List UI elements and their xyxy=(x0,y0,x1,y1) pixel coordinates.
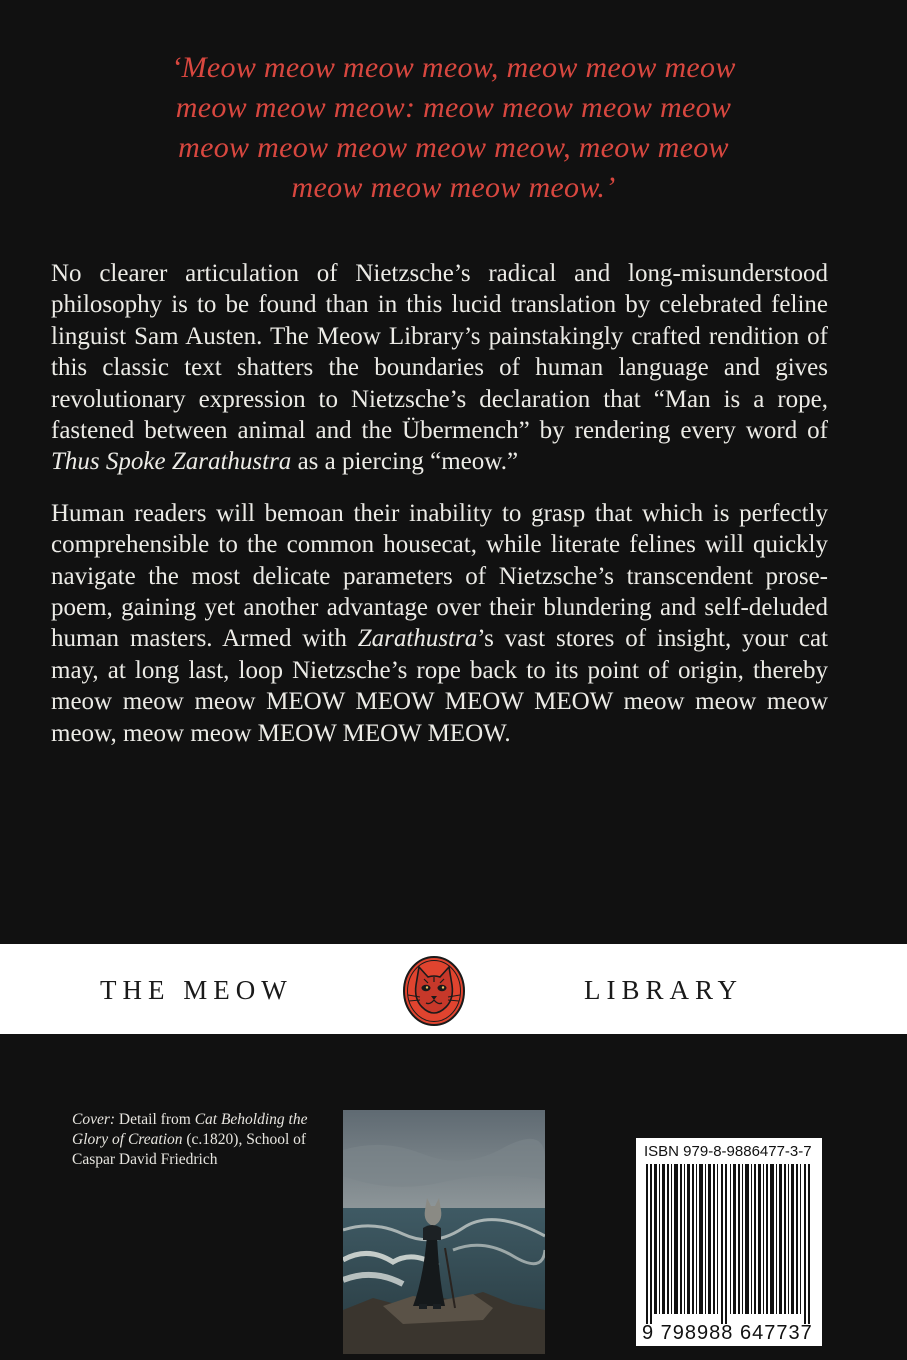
blurb-paragraph-1 xyxy=(51,258,828,478)
credit-label: Cover: xyxy=(72,1111,116,1128)
barcode-bars xyxy=(642,1164,816,1324)
quote-line: meow meow meow meow.’ xyxy=(291,171,616,204)
credit-text: (c.1820), School of Caspar David Friedrich xyxy=(72,1131,307,1168)
barcode-digits: 9 798988 647737 xyxy=(642,1322,813,1344)
cover-credit xyxy=(72,1110,340,1170)
isbn-label: ISBN 979-8-9886477-3-7 xyxy=(644,1143,812,1160)
publisher-name-left: THE MEOW xyxy=(100,975,293,1005)
blurb-text: Human readers will bemoan their inability to grasp that which is perfectly comprehensible to the common housecat, while literate felines will quickly navigate the most delicate parameters of Nietzsche’s transcendent prose-poem, gaining yet another advantage over their blundering and self-deluded human masters. Armed with xyxy=(51,499,828,653)
book-title: Zarathustra xyxy=(357,625,478,653)
blurb-text: ’s vast stores of insight, your cat may, at long last, loop Nietzsche’s rope back to its point of origin, thereby meow meow meow MEOW MEOW MEOW MEOW meow meow meow meow, meow meow MEOW MEOW MEOW. xyxy=(51,625,828,747)
cat-face-icon xyxy=(402,955,466,1027)
book-title: Thus Spoke Zarathustra xyxy=(51,448,292,476)
publisher-name-right: LIBRARY xyxy=(584,975,744,1005)
blurb xyxy=(51,258,828,769)
blurb-text: as a piercing “meow.” xyxy=(291,448,519,476)
cover-painting xyxy=(343,1110,545,1354)
blurb-paragraph-2 xyxy=(51,498,828,749)
blurb-text: No clearer articulation of Nietzsche’s radical and long-misunderstood philosophy is to be found than in this lucid translation by celebrated feline linguist Sam Austen. The Meow Library’s painstakingly crafted rendition of this classic text shatters the boundaries of human language and gives revolutionary expression to Nietzsche’s declaration that “Man is a rope, fastened between animal and the Übermench” by rendering every word of xyxy=(51,260,828,445)
quote-line: ‘Meow meow meow meow, meow meow meow xyxy=(171,51,736,84)
quote-line: meow meow meow: meow meow meow meow xyxy=(175,91,732,124)
quote-line: meow meow meow meow meow, meow meow xyxy=(178,131,729,164)
credit-text: Detail from xyxy=(115,1111,195,1128)
painting-title: Cat Beholding the Glory of Creation xyxy=(72,1111,308,1148)
pull-quote xyxy=(60,48,847,208)
